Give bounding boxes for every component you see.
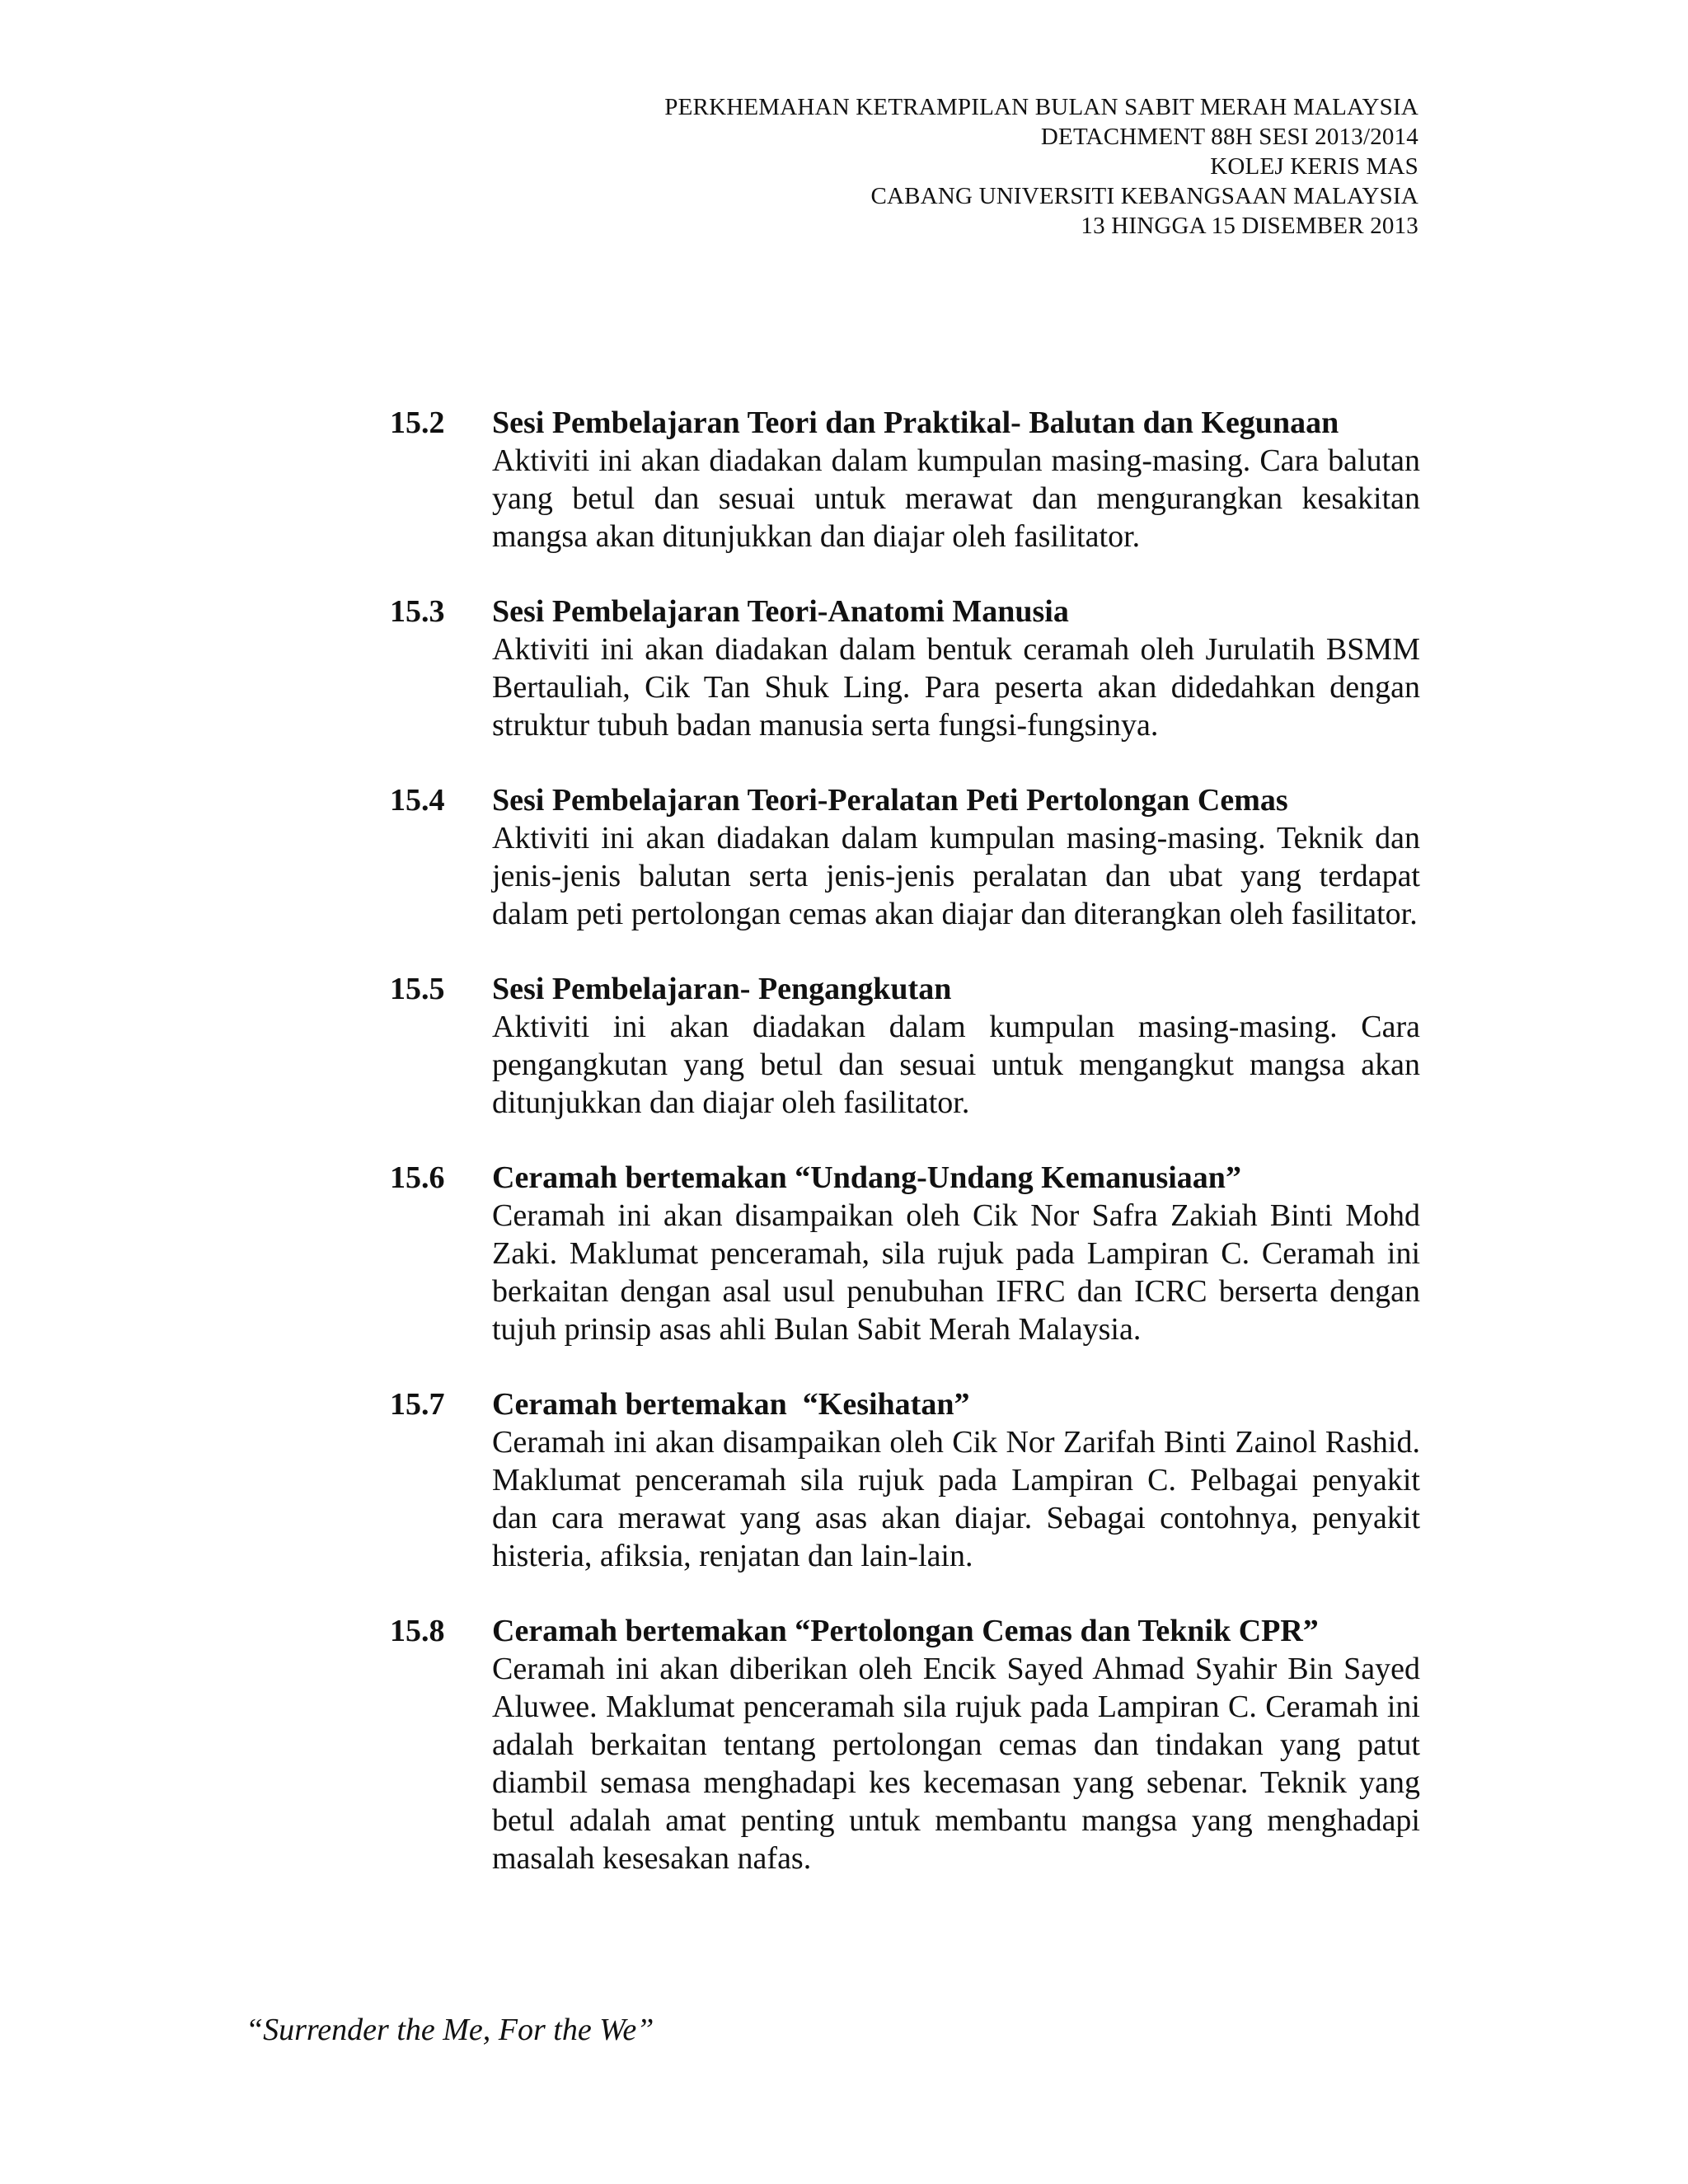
section-content xyxy=(492,781,1420,933)
section-title: Sesi Pembelajaran Teori dan Praktikal- Balutan dan Kegunaan xyxy=(492,405,1339,440)
section-number: 15.8 xyxy=(390,1614,445,1648)
header-line-event: PERKHEMAHAN KETRAMPILAN BULAN SABIT MERAH MALAYSIA xyxy=(664,94,1418,120)
section-15-7 xyxy=(390,1385,1420,1575)
section-number: 15.4 xyxy=(390,783,445,818)
header-line-branch: CABANG UNIVERSITI KEBANGSAAN MALAYSIA xyxy=(870,183,1418,209)
section-title: Sesi Pembelajaran Teori-Peralatan Peti Pertolongan Cemas xyxy=(492,783,1288,818)
section-body: Aktiviti ini akan diadakan dalam kumpulan masing-masing. Teknik dan jenis-jenis balutan serta jenis-jenis peralatan dan ubat yang terdapat dalam peti pertolongan cemas akan diajar dan diterangkan oleh fasilitator. xyxy=(492,821,1420,931)
section-body: Aktiviti ini akan diadakan dalam kumpulan masing-masing. Cara balutan yang betul dan sesuai untuk merawat dan mengurangkan kesakitan mangsa akan ditunjukkan dan diajar oleh fasilitator. xyxy=(492,443,1420,554)
section-15-2 xyxy=(390,404,1420,555)
section-body: Ceramah ini akan disampaikan oleh Cik Nor Zarifah Binti Zainol Rashid. Maklumat penceramah sila rujuk pada Lampiran C. Pelbagai penyakit dan cara merawat yang asas akan diajar. Sebagai contohnya, penyakit histeria, afiksia, renjatan dan lain-lain. xyxy=(492,1425,1420,1573)
header-line-dates: 13 HINGGA 15 DISEMBER 2013 xyxy=(1081,213,1418,239)
section-content xyxy=(492,970,1420,1122)
section-title: Sesi Pembelajaran Teori-Anatomi Manusia xyxy=(492,594,1069,629)
section-title: Ceramah bertemakan “Kesihatan” xyxy=(492,1387,970,1422)
section-body: Aktiviti ini akan diadakan dalam bentuk ceramah oleh Jurulatih BSMM Bertauliah, Cik Tan Shuk Ling. Para peserta akan didedahkan dengan struktur tubuh badan manusia serta fungsi-fungsinya. xyxy=(492,632,1420,743)
section-number: 15.2 xyxy=(390,405,445,440)
document-header xyxy=(664,92,1418,241)
section-body: Aktiviti ini akan diadakan dalam kumpulan masing-masing. Cara pengangkutan yang betul dan sesuai untuk mengangkut mangsa akan ditunjukkan dan diajar oleh fasilitator. xyxy=(492,1010,1420,1120)
section-15-6 xyxy=(390,1159,1420,1348)
section-content xyxy=(492,1385,1420,1575)
section-number: 15.5 xyxy=(390,972,445,1006)
section-15-4 xyxy=(390,781,1420,933)
section-body: Ceramah ini akan diberikan oleh Encik Sayed Ahmad Syahir Bin Sayed Aluwee. Maklumat penceramah sila rujuk pada Lampiran C. Ceramah ini adalah berkaitan tentang pertolongan cemas dan tindakan yang patut diambil semasa menghadapi kes kecemasan yang sebenar. Teknik yang betul adalah amat penting untuk membantu mangsa yang menghadapi masalah kesesakan nafas. xyxy=(492,1652,1420,1876)
section-title: Ceramah bertemakan “Pertolongan Cemas dan Teknik CPR” xyxy=(492,1614,1319,1648)
section-15-3 xyxy=(390,593,1420,744)
section-title: Sesi Pembelajaran- Pengangkutan xyxy=(492,972,952,1006)
section-15-8 xyxy=(390,1612,1420,1877)
section-body: Ceramah ini akan disampaikan oleh Cik Nor Safra Zakiah Binti Mohd Zaki. Maklumat penceramah, sila rujuk pada Lampiran C. Ceramah ini berkaitan dengan asal usul penubuhan IFRC dan ICRC berserta dengan tujuh prinsip asas ahli Bulan Sabit Merah Malaysia. xyxy=(492,1198,1420,1347)
section-content xyxy=(492,404,1420,555)
section-number: 15.6 xyxy=(390,1160,445,1195)
section-content xyxy=(492,1159,1420,1348)
header-line-college: KOLEJ KERIS MAS xyxy=(1210,153,1418,180)
section-list xyxy=(390,404,1420,1915)
section-title: Ceramah bertemakan “Undang-Undang Kemanusiaan” xyxy=(492,1160,1241,1195)
header-line-detachment: DETACHMENT 88H SESI 2013/2014 xyxy=(1040,124,1418,150)
section-number: 15.7 xyxy=(390,1387,445,1422)
section-content xyxy=(492,593,1420,744)
footer-motto: “Surrender the Me, For the We” xyxy=(246,2013,654,2047)
section-number: 15.3 xyxy=(390,594,445,629)
section-content xyxy=(492,1612,1420,1877)
section-15-5 xyxy=(390,970,1420,1122)
